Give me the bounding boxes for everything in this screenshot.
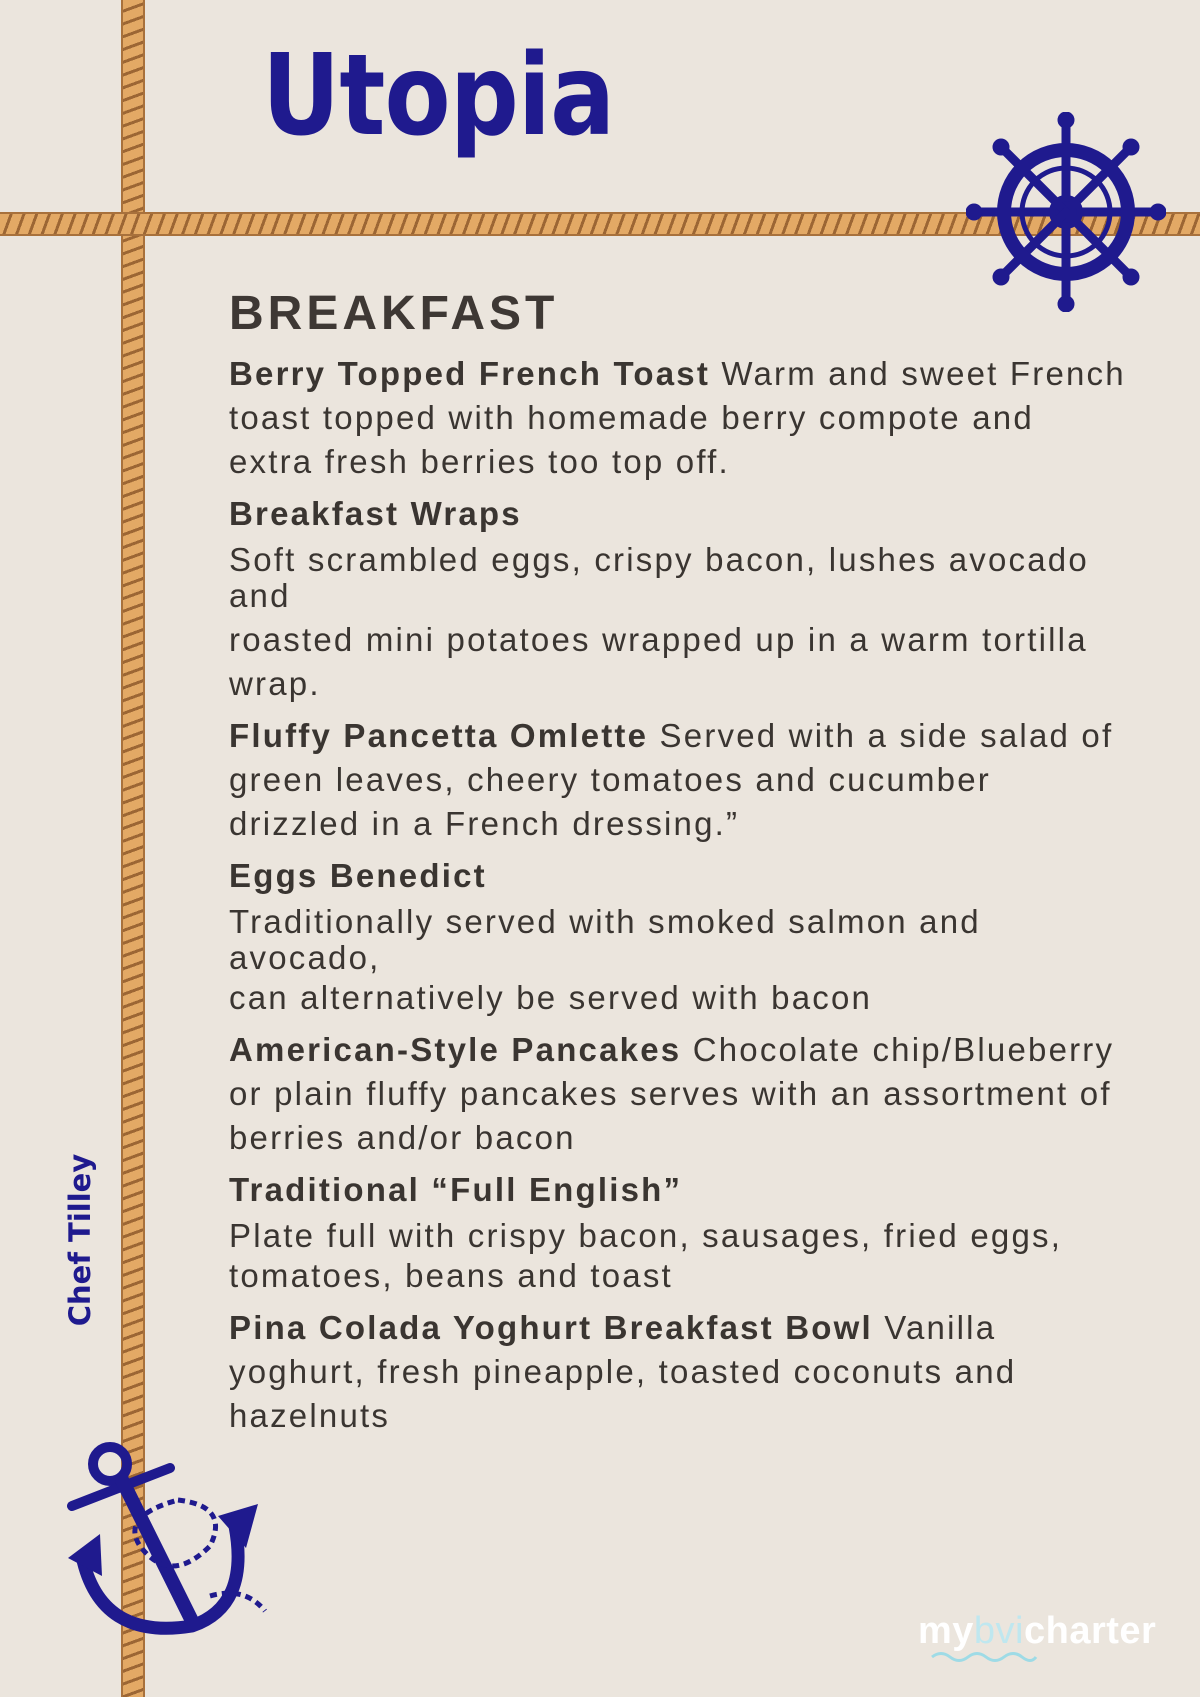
item-description-line: Traditionally served with smoked salmon and avocado, [229, 903, 981, 976]
watermark-part: my [918, 1610, 974, 1652]
item-name: Traditional “Full English” [229, 1171, 683, 1208]
item-name: Breakfast Wraps [229, 495, 522, 532]
item-name: Eggs Benedict [229, 857, 487, 894]
item-description-line: can alternatively be served with bacon [229, 979, 873, 1016]
menu-item [229, 1028, 1129, 1160]
watermark-part: charter [1024, 1610, 1157, 1652]
watermark-part: bvi [973, 1610, 1024, 1652]
menu-item [229, 492, 1129, 706]
chef-name-label: Chef Tilley [63, 1153, 97, 1327]
item-description: Chocolate chip/Blueberry or plain fluffy pancakes serves with an assortment of berries and/or bacon [229, 1031, 1115, 1156]
item-name: Pina Colada Yoghurt Breakfast Bowl [229, 1309, 873, 1346]
menu-item [229, 352, 1129, 484]
ship-wheel-icon [966, 112, 1166, 312]
section-title: BREAKFAST [229, 287, 559, 340]
item-description-line: Soft scrambled eggs, crispy bacon, lushes avocado and [229, 541, 1089, 614]
item-description: Vanilla yoghurt, fresh pineapple, toasted coconuts and hazelnuts [229, 1309, 1017, 1434]
item-name: Fluffy Pancetta Omlette [229, 717, 649, 754]
item-description-line: Plate full with crispy bacon, sausages, fried eggs, [229, 1217, 1063, 1254]
item-description: Warm and sweet French toast topped with homemade berry compote and extra fresh berries too top off. [229, 355, 1126, 480]
watermark-wave-icon [930, 1650, 1038, 1664]
page-title: Utopia [262, 31, 615, 161]
watermark-logo [918, 1610, 1156, 1653]
menu-content [229, 286, 1129, 1446]
anchor-icon [60, 1436, 280, 1666]
item-description-line: roasted mini potatoes wrapped up in a warm tortilla wrap. [229, 621, 1088, 702]
item-name: American-Style Pancakes [229, 1031, 682, 1068]
menu-item [229, 1306, 1129, 1438]
menu-item [229, 1168, 1129, 1298]
item-name: Berry Topped French Toast [229, 355, 711, 392]
menu-item [229, 854, 1129, 1020]
item-description-line: tomatoes, beans and toast [229, 1257, 673, 1294]
item-description: Served with a side salad of green leaves, cheery tomatoes and cucumber drizzled in a French dressing.” [229, 717, 1114, 842]
menu-item [229, 714, 1129, 846]
